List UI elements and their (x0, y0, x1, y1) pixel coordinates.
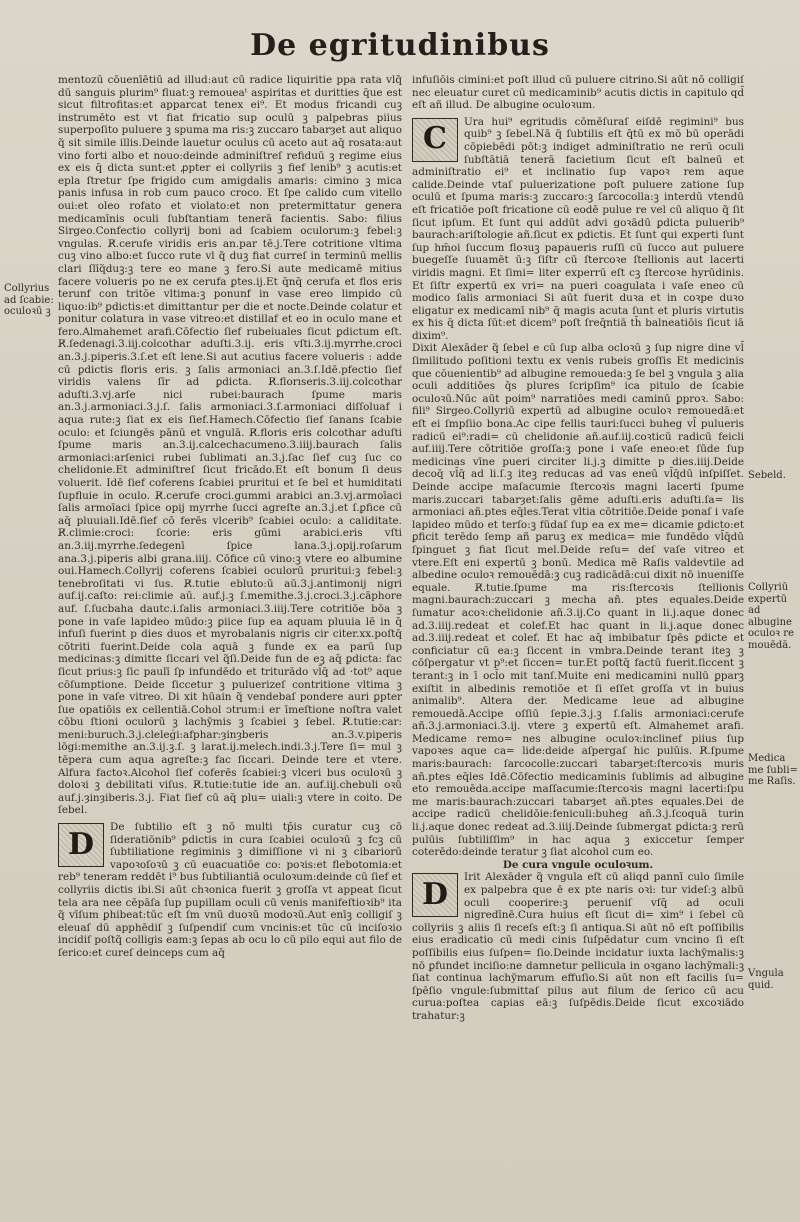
section-heading-vngula: De cura vngule oculoꝛum. (502, 858, 654, 871)
paragraph-ulcers-collyria: mentozū cōuenīētiū ad illud:aut cū radice liquiritie ppa rata vl̄q̃ dū sanguis plurim⁹ fluat:ꝫ remoueaᵗ aspiritas et duritties q̄ue est sicut filtrofitas:et apparcat tenex ei⁹. Et modus fricandi cuꝫ instrumēto est vt fiat fricatio sup oculū ꝫ palpebras piius superpoſito puluere ꝫ spuma ma ris:ꝫ zuccaro tabarȝet aut aliquo q̃ sit simile illis.Deinde lauetur oculus cū aceto aut aq̄ rosata:aut vino forti albo et nouo:deinde adminiſtreſ refiduū ꝫ regime eius ex eis q̄ dicta sunt:et ꝓpter ei collyriis ꝫ fief lenib⁹ ꝫ acutis:et epla ſtretur ſpe frigido cum amigdalis amaris: cimino ꝫ mica panis infusa in rob cum pauco croco. Et ſpe calido cum vitello oui:et oleo rofato et violato:et non pretermittatur genera medicamīnis oculi ſubſtantiam tenerā facientis. Sabo: filius Sirgeo.Confectio collyrij boni ad ſcabiem oculorum:ꝫ febel:ꝫ vngulas. R̸.cerufe viridis eris an.par tē.j.Tere cotritione vltima cuꝫ vino albo:et ſucco rute vl q̃ duꝫ fiat curreſ in terminū mellis clari ſlīq̃duꝫ:ꝫ tere eo mane ꝫ fero.Si aute medicamē mitius facere volueris po ne ex cerufa ꝑtes.ij.Et q̄nq̄ cerufa et flos eris terunf con tritōe vltima:ꝫ ponunf in vase ereo limpido cū liquo:ib⁹ ꝑdictis:et dimittantur per die et nocte.Deinde colatur et ponitur colatura in vase vitreo:et distillaf et eo in oculo mane et fero.Almahemet arafi.Cōfectio ſief rubeiuales ſicut ꝑdictum eſt. R̸.ſedenagi.3.iij.colcothar aduſti.3.ij. eris vſti.3.ij.myrrhe.croci an.3.j.piperis.3.ſ.et eſt lene.Si aut acutius facere volueris : adde cū ꝑdictis floris eris. ꝫ ſalis armoniaci an.3.ſ.Idē.pfectio ſief viridis valens ſīr ad ꝑdicta. R̸.florıseris.3.iij.colcothar aduſti.3.vj.arſe nici rubei:baurach ſpume maris an.3.j.armoniaci.3.j.ſ. ſalis armoniaci.3.ſ.armoniaci diſſoluaf i aqua rute:ꝫ ſiat ex eis ſief.Hamech.Cōfectio ſief ſanans ſcabie oculo: et ſciungēs pānū et vngulā. R̸.floris eris colcothar aduſti ſpume maris an.3.ij.calcechacumeno.3.iiij.baurach ſalis armoniaci:arſenici rubei ſublimati an.3.j.ſac ſief cuꝫ ſuc co chelidonie.Et adminiſtreſ ſicut fricādo.Et eſt bonum ſi deus voluerit. Idē ſief coferens ſcabiei pruritui et ſe bel et humiditati ſupfluie in oculo. R̸.cerufe croci.gummi arabici an.3.vj.armoīaci ſalis armoīaci ſpice opij myrrhe ſucci agreſte an.3.j.et ſ.ꝑfice cū aq̄ pluuiali.Idē.ſief cō ferēs vlcerib⁹ ſcabiei oculo: a caliditate. R̸.climie:croci: ſcorie: eris gūmi arabici.eris vſti an.3.iij.myrrhe.ſedegenī ſpice lana.3.j.opij.roſarum ana.3.j.piperis albi grana.iiij. Cōfice cū vino:ꝫ vtere eo albumine oui.Hamech.Collyrij coferens ſcabiei oculorū pruritui:ꝫ febel:ꝫ tenebroſitati vi ſus. R̸.tutie ebluto:ū aū.3.j.antimonij nigri auf.ij.caſto: rei:climie aū. auf.j.ꝫ ſ.memithe.3.j.croci.3.j.cāphore auf. ſ.ſucbaha dautc.i.ſalis armoniaci.3.iiij.Tere cotritiōe bōa ꝫ pone in vaſe lapideo mūdo:ꝫ ꝑiice ſup ea aquam pluuia lē in q̄ infuſi fuerint p dies duos et myrobalanis nigris cir citer.xx.poſtq̄ cōtriti fuerint.Deide cola aquā ꝫ funde ex ea parū ſup medicinas:ꝫ dimitte ſiccari vel q̃ſi.Deide fun de eꝫ aq̄ ꝑdicta: fac ſicut prius:ꝫ ſic paulī ſp infundēdo et triturādo vl̄q̄ ad ·tot⁹ aque cōſumptione. Deide ſiccetur ꝫ puluerizeſ contritione vltima ꝫ pone in vaſe vitreo. Di xit hūain q̃ vendebaſ pondere auri ꝑpter ſue opatiōis ex cellentiā.Cohol ↄtrum:i er īmeſtione noſtra valet cōbu ſtioni oculorū ꝫ lachȳmis ꝫ ſcabiei ꝫ ſebel. R̸.tutie:car: meni:buruch.3.j.cleleǵi:afphar:ȝinȝberis an.3.v.piperis lōgi:memithe an.3.ij.ꝫ.ſ. ꝫ larat.ij.melech.indi.3.j.Tere ſi= mul ꝫ tēpera cum aqua agreſte:ꝫ fac ſiccari. Deinde tere et vtere. Alfura factoꝛ.Alcohol ſief coferēs ſcabiei:ꝫ vlceri bus oculoꝛū ꝫ doloꝛi ꝫ debilitati viſus. R̸.tutie:tutie ide an. auf.iij.chebuli oꝛū auf.j.ȝinȝiberis.3.j. Fiat ſief cū aq̄ plu= uiali:ꝫ vtere in coito. De ſebel. (58, 74, 402, 817)
paragraph-vngula: Irit Alexāder q̃ vngula eſt cū aliqd pannī culo ſimile ex palpebra que ē ex pte naris oꝛi: tur videſ:ꝫ albū oculi cooperire:ꝫ perueniſ vſq̄ ad oculi nigredīnē.Cura huius eſt ſicut di= xim⁹ i ſebel cū collyriis ꝫ aliis ſi receſs eſt:ꝫ ſi antiqua.Si aūt nō eſt poſſibilis eius eradicatio cū medi cinis ſuſpēdatur cum vncino ſi eſt poſſibilis eius ſuſpen= ſio.Deinde incidatur iuxta lachȳmalis:ꝫ nō ꝑfundet inciſio:ne damnetur pellicula in oꝛgano lachȳmali:ꝫ ſiat continua lachȳmarum effuſio.Si aūt non eſt facilis ſu= ſpēſio vngule:ſubmittaſ pilus aut filum de ſerico cū acu curua:poſtea capias eā:ꝫ ſuſpēdis.Deide ſicut excoꝛiādo trahatur:ꝫ (412, 871, 744, 1022)
right-column (412, 74, 744, 1204)
margin-note-collyrium-expertum: Collyriū expertū ad albugine oculoꝛ re mouēdā. (748, 582, 794, 651)
margin-note-medicame-rasis: Medica me ſubli= me Raſis. (748, 753, 798, 787)
initial-de-sebel: D (58, 823, 104, 867)
paragraph-de-sebel: De ſubtilio eſt ꝫ nō multi tp̄is curatur cuꝫ cō ſideratiōnib⁹ ꝑdictis in cura ſcabiei oculoꝛū ꝫ fcꝫ cū ſubtiliatione regiminis ꝫ dimiſſione vi ni ꝫ cibariorū vapoꝛoſoꝛū ꝫ cū euacuatiōe co: poꝛis:et flebotomia:et reb⁹ teneram reddēt i⁹ bus ſubtiliantiā oculoꝛum:deinde cū ſief et collyriis dictis ibi.Si aūt chꝛonica fuerit ꝫ groſſa vt appeat ſicut tela ara nee cēpāſa ſup pupillam oculi cū venis manifeſtioꝛib⁹ ita q̃ vīſum ꝑhibeat:tūc eſt ſm vnū duoꝛū modoꝛū.Aut enīꝫ colligiſ ꝫ eleuaſ dū apphēdiſ ꝫ ſuſpendiſ cum vncinis:et tūc cū inciſoꝛio incidiſ poſtq̃ colligis eam:ꝫ ſepas ab ocu lo cū pilo equi aut filo de ſerico:et cureſ deinceps cum aq̄ (58, 821, 402, 959)
margin-note-sebeld: Sebeld. (748, 470, 786, 481)
running-head: De egritudinibus (250, 28, 550, 63)
margin-note-collyrius: Collyrius ad ſcabie: oculoꝛū ꝫ (4, 283, 54, 317)
margin-note-vngula-quid: Vngula quid. (748, 968, 784, 991)
paragraph-alexander-sebel: Dixit Alexāder q̃ ſebel e cū ſup alba ocloꝛū ꝫ ſup nigre dine vl̄ ſimilitudo poſitioni textu ex venis rubeis groſſis Et medicinis que cōuenientib⁹ ad albugine remoueda:ꝫ ſe bel ꝫ vngula ꝫ alia oculi additiōes q̄s plures ſcripſim⁹ ica pitulo de ſcabie oculoꝛū.Nūc aūt poim⁹ narratiōes medi caminū ꝑproꝛ. Sabo: fili⁹ Sirgeo.Collyriū expertū ad albugine oculoꝛ remouedā:et eſt ei ſmpſiio bona.Ac cipe fellis tauri:ſucci buheg vl̄ pulueris radicū ei⁹:radi= cū chelidonie añ.auf.iij.coꝛticū radicū feicli auf.iiij.Tere cōtritiōe groſſa:ꝫ pone i vaſe eneo:et ſūde ſup medicinas vīne pueri circiter li.j.ꝫ dimitte p dies.iiij.Deide decoq̄ vl̄q̄ ad li.ſ.ꝫ iteꝫ reducas ad vas eneū vl̄q̄dū inſpiſſet. Deinde accipe maſacumie ſtercoꝛis magni lacerti ſpume maris.zuccari tabarȝet:ſalis gēme aduſti.eris aduſti.ſa= lis armoniaci añ.ptes eq̄les.Terat vltia cōtritiōe.Deide ponaſ i vaſe lapideo mūdo et terſo:ꝫ fūdaſ ſup ea ex me= dicamie ꝑdicto:et ꝑficit terēdo ſemp añ paruꝫ ex medica= mie fundēdo vl̄q̄dū ſpinguet ꝫ fiat ſicut mel.Deide reſu= deſ vaſe vitreo et vtere.Eſt eni expertū ꝫ bonū. Medica mē Raſis valdevtile ad albedine oculoꝛ remouēdā:ꝫ cuꝫ radicādā:cui dixit nō inueniſſe equale. R̸.tutie.ſpume ma ris:ſtercoꝛis ſtellionis magni.baurach:zuccari ꝫ mecha añ. ptes equales.Deide ſumatur acoꝛ:chelidonie añ.3.ij.Co quant in li.j.aque donec ad.3.iiij.redeat et colef.Et hac quant in li.j.aque donec ad.3.iiij.redeat et colef. Et hac aq̄ imbibatur ſpēs ꝑdicte et conficiatur cū ea:ꝫ ſiccent in vmbra.Deinde terant iteꝫ ꝫ cōſpergatur vt p⁹:et ſiccen= tur.Et poſtq̄ factū fuerit.ſiccent ꝫ terant:ꝫ in ī ocl̄o mit tanſ.Muite eni medicamini nullū ꝑparꝫ exiſtit in albedinis remotiōe et ſi eſſet groſſa vt in buius animalib⁹. Altera der. Medicame leue ad albugine remouedā.Accipe oſſiū ſepie.3.j.ꝫ ſ.ſalis armoniaci:cerufe añ.3.j.armoniaci.3.ij. vtere ꝫ expertū eſt. Almahemet arafi. Medicame remo= nes albugine oculoꝛ:inclinef piius ſup vapoꝛes aque ca= lide:deide aſpergaſ hic pulūis. R̸.ſpume maris:baurach: ſarcocolle:zuccari tabarȝet:ſtercoꝛis muris añ.ptes eq̄les Idē.Cōfectio medicaminis ſublimis ad albugine eto remouēda.accipe maſſacumie:ſtercoꝛis magni lacerti:ſpu me maris:baurach:zuccari tabarȝet añ.ptes equales.Dei de accipe radicū chelidōie:feniculi:buheg añ.3.j.ſcoquā turin li.j.aque donec redeat ad.3.iiij.Deinde ſubmergat ꝑdicta:ꝫ rerū pulūis ſubtiliſſim⁹ in hac aqua ꝫ exiccetur ſemper coterēdo:deinde teratur ꝫ ſiat alcohol cum eo. (412, 342, 744, 859)
paragraph-continuation: infuſiōis cimini:et poſt illud cū puluere citrino.Si aūt nō colligiſ nec eleuatur curet cū medicaminib⁹ acutis dictis in capitulo qd̄ eſt añ illud. De albugine oculoꝛum. (412, 74, 744, 112)
initial-dixit-vngula: D (412, 873, 458, 917)
left-column (58, 74, 402, 1204)
paragraph-cura-albuginis: Ura hui⁹ egritudis cōmēſuraſ eiſdē regimini⁹ bus quib⁹ ꝫ ſebel.Nā q̄ ſubtilis eſt q̄tū ex mō bū operādi cōpiebēdi pōt:ꝫ indiget adminiſtratio ne rerū oculi ſubſtātiā tenerā facietium ſicut eſt balneū et adminiſtratio ei⁹ et inclinatio ſup vapoꝛ rem aque calide.Deinde vtaſ puluerizatione poſt puluere zatione ſup oculū et ſpuma maris:ꝫ zuccaro:ꝫ ſarcocolla:ꝫ interdū vtendū eſt fricatiōe poſt fricatione cū eodē pulue re vel cū aliquo q̃ ſit ſicut ipſum. Et ſunt qui addūt advi goꝛādū ꝑdicta puluerib⁹ baurach:ariſtologie añ.ſicut ex ꝑdictis. Et ſunt qui experti ſunt ſup hm̄oi ſuccum floꝛuꝫ papaueris ruſſi cū ſucco aut puluere buegeſſe ſuuamēt ū:ꝫ ſiſtr cū ſtercoꝛe ſtellionis aut lacerti viridis magni. Et ſimi= liter experrū eſt cꝫ ſtercoꝛe hyrūdinis. Et ſiſtr expertū ex vri= na pueri coagulata i vaſe eneo cū modico ſalis armoniaci Si aūt fuerit duꝛa et in coꝛpe duꝛo eligatur ex medicamī nib⁹ q̄ magis acuta ſunt et pluris virtutis ex ħis q̄ dicta ſūt:et dicem⁹ poſt ſreq̄ntiā th̄ balneatiōis ſicut iā dixim⁹. (412, 115, 744, 342)
initial-cura-albuginis: C (412, 118, 458, 162)
